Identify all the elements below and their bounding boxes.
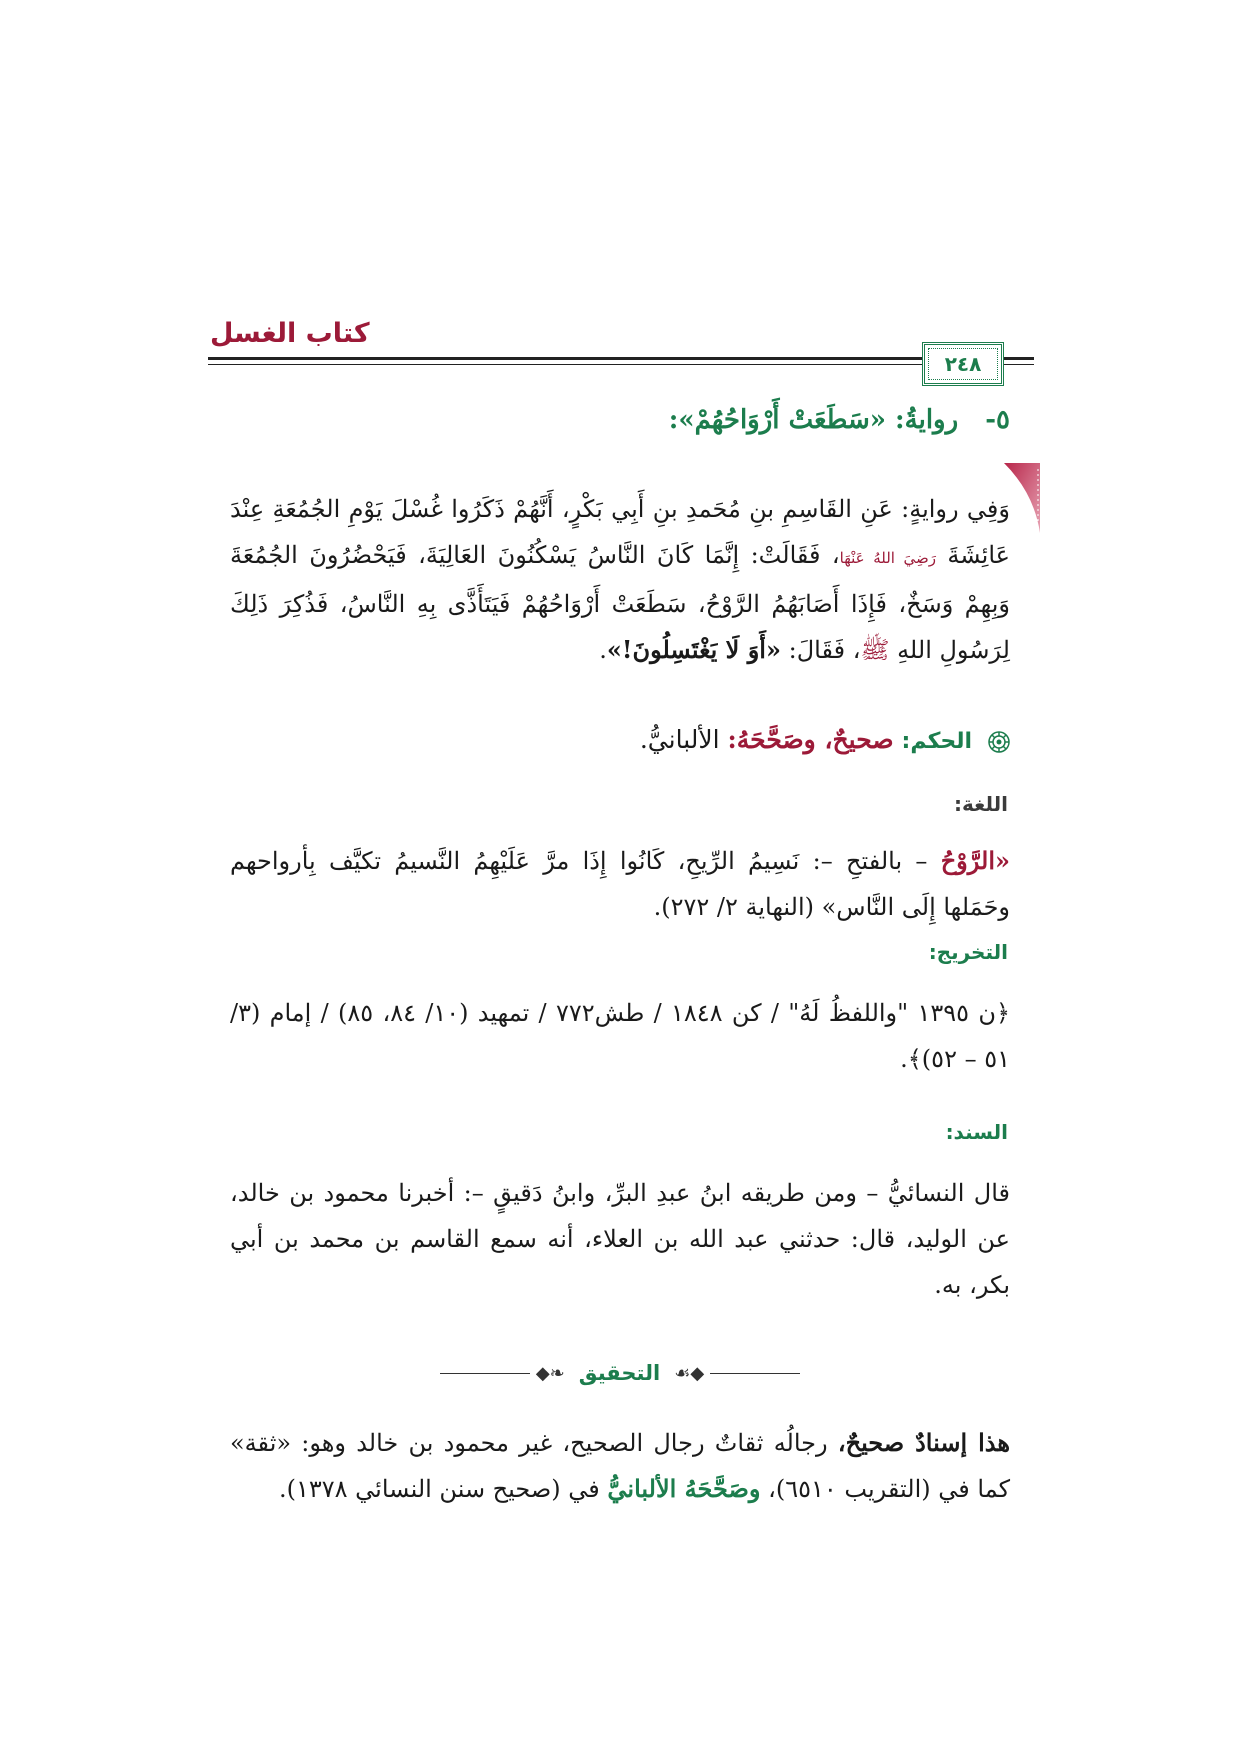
ruling-authority: الألبانيُّ.	[639, 725, 720, 754]
divider-ornament-icon: ◆❧	[535, 1362, 565, 1384]
section-number: ٥-	[985, 405, 1010, 435]
prophet-quote: «أَوَ لَا يَغْتَسِلُونَ!»	[606, 635, 781, 664]
tahqiq-text: في (صحيح سنن النسائي ١٣٧٨).	[278, 1475, 608, 1503]
tahqiq-paragraph	[230, 1420, 1010, 1512]
page-number: ٢٤٨	[944, 352, 982, 376]
tahqiq-heading: التحقيق	[578, 1361, 661, 1385]
takhrij-paragraph: ﴿ن ١٣٩٥ "واللفظُ لَهُ" / كن ١٨٤٨ / طش٧٧٢ / تمهيد (١٠/ ٨٤، ٨٥) / إمام (٣/ ٥١ – ٥٢)﴾.	[230, 999, 1011, 1073]
tahqiq-lead: هذا إسنادٌ صحيحٌ،	[837, 1428, 1010, 1457]
lugha-term: «الرَّوْحُ	[940, 846, 1010, 875]
section-heading	[230, 405, 1010, 435]
narration-text: وَفِي روايةٍ: عَنِ القَاسِمِ بنِ مُحَمدِ بنِ أَبِي بَكْرٍ، أَنَّهُمْ ذَكَرُوا غُسْلَ يَوْمِ الجُمُعَةِ عِنْدَ عَائِشَةَ	[230, 495, 1010, 569]
divider-line	[710, 1373, 800, 1374]
header-rule-thick	[208, 357, 1034, 360]
header-rule-thin	[208, 364, 1034, 365]
running-header-title: كتاب الغسل	[210, 318, 370, 349]
ruling-label: الحكم:	[901, 729, 973, 754]
section-title: روايةُ: «سَطَعَتْ أَرْوَاحُهُمْ»:	[668, 405, 959, 435]
takhrij-heading: التخريج:	[928, 940, 1008, 964]
tahqiq-divider	[440, 1356, 800, 1390]
lugha-text: – بالفتحِ –: نَسِيمُ الرِّيحِ، كَانُوا إِذَا مرَّ عَلَيْهِمُ النَّسيمُ تكيَّف بِأرواحهم وحَمَلها إِلَى النَّاس» (النهاية ٢/ ٢٧٢).	[230, 847, 1010, 921]
narration-text: ، فَقَالَتْ: إِنَّمَا كَانَ النَّاسُ يَسْكُنُونَ العَالِيَةَ، فَيَحْضُرُونَ الجُمُعَةَ وَبِهِمْ وَسَخٌ، فَإِذَا أَصَابَهُمُ الرَّوْحُ، سَطَعَتْ أَرْوَاحُهُمْ فَيَتَأَذَّى بِهِ النَّاسُ، فَذُكِرَ ذَلِكَ لِرَسُولِ اللهِ	[230, 541, 1010, 664]
page-number-box	[922, 342, 1004, 386]
sanad-paragraph: قال النسائيُّ – ومن طريقه ابنُ عبدِ البرِّ، وابنُ دَقيقٍ –: أخبرنا محمود بن خالد، عن الوليد، قال: حدثني عبد الله بن العلاء، أنه سمع القاسم بن محمد بن أبي بكر، به.	[230, 1179, 1010, 1299]
lugha-heading: اللغة:	[954, 792, 1008, 816]
narration-end: .	[599, 636, 607, 664]
tahqiq-text: رجالُه ثقاتٌ رجال الصحيح، غير محمود بن خالد وهو: «ثقة» كما في (التقريب ٦٥١٠)،	[230, 1429, 1010, 1503]
sanad-heading: السند:	[945, 1120, 1008, 1144]
ruling-grade: صحيحٌ، وصَحَّحَهُ:	[727, 725, 894, 754]
divider-ornament-icon: ☙◆	[674, 1362, 705, 1384]
hadith-narration	[230, 486, 1010, 673]
lugha-paragraph	[230, 838, 1010, 930]
flower-ornament-icon	[988, 731, 1010, 753]
narration-text: ، فَقَالَ:	[780, 636, 861, 664]
honorific-aisha: رَضِيَ اللهُ عَنْهَا	[839, 549, 936, 567]
tahqiq-albani: وصَحَّحَهُ الألبانيُّ	[607, 1474, 761, 1503]
honorific-prophet: ﷺ	[860, 636, 890, 664]
ruling-line	[230, 720, 1010, 762]
divider-line	[440, 1373, 530, 1374]
